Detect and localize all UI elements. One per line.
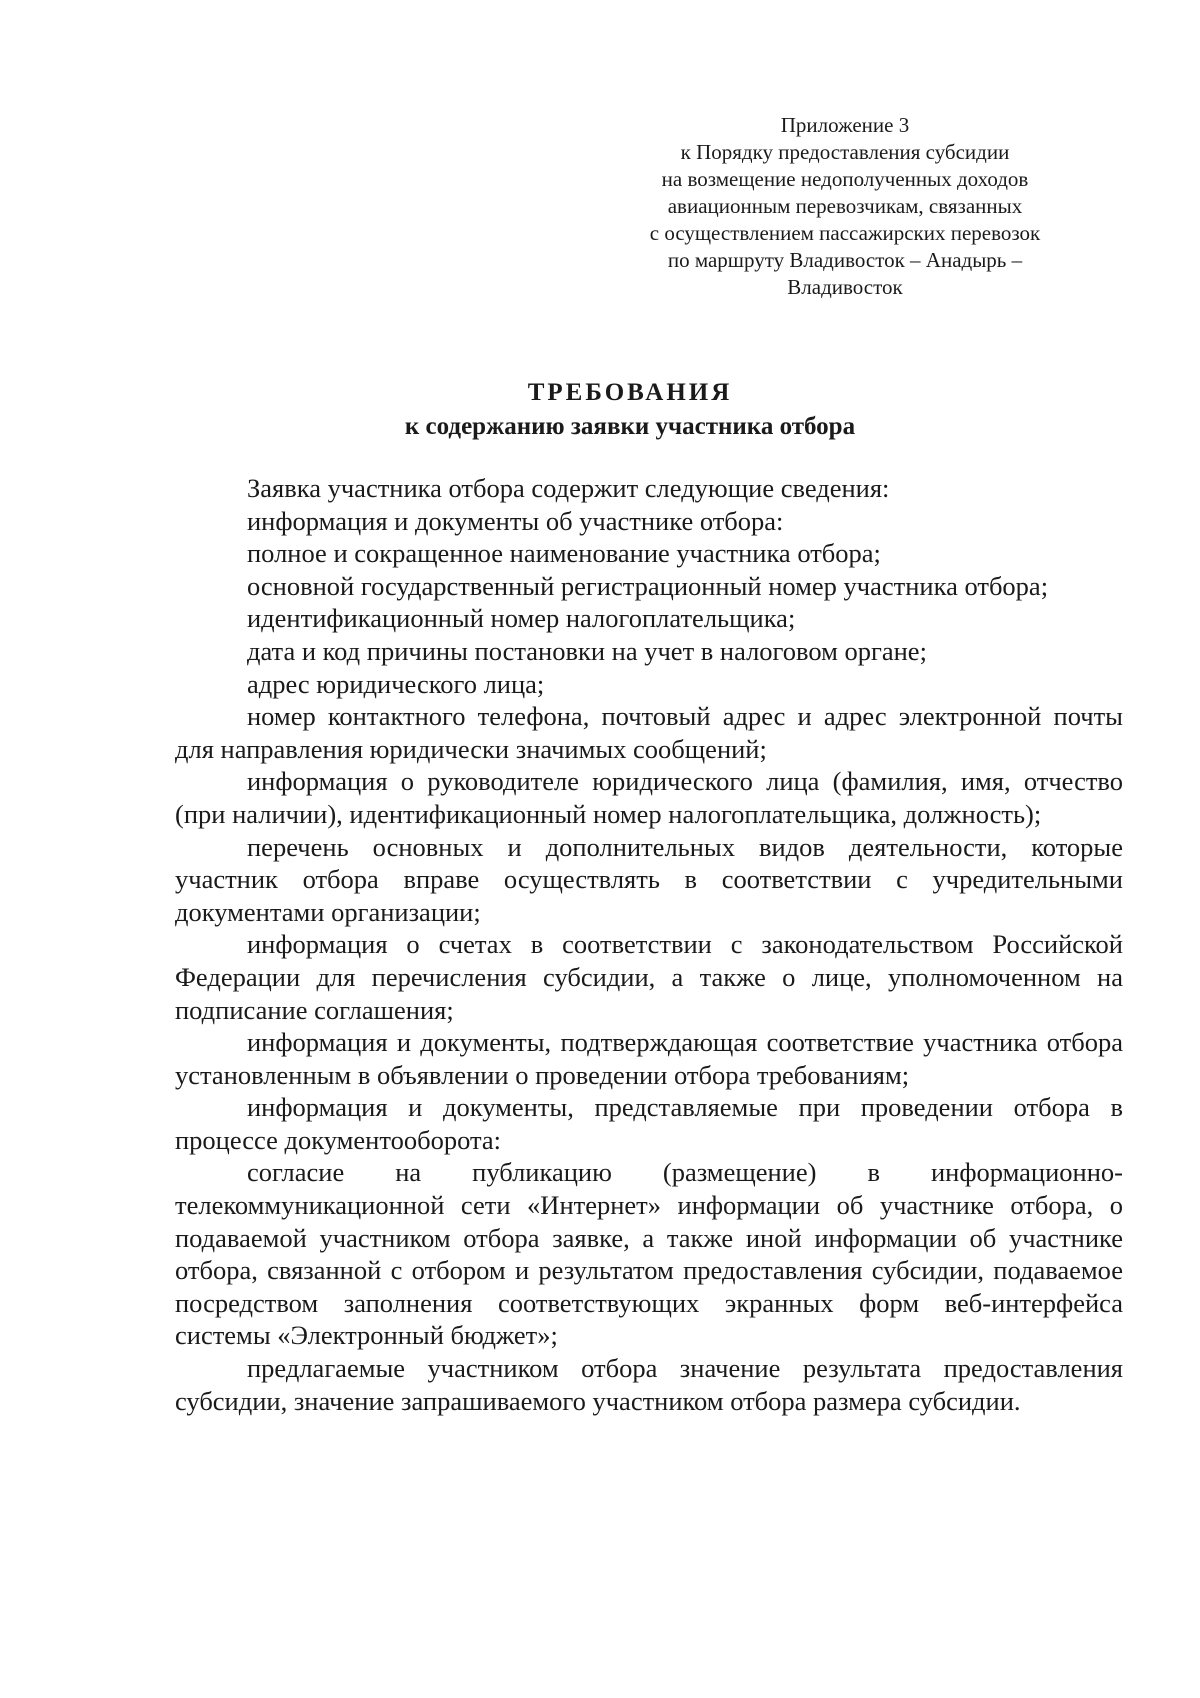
appendix-line: с осуществлением пассажирских перевозок [649, 221, 1041, 245]
paragraph: полное и сокращенное наименование участника отбора; [247, 538, 881, 569]
appendix-line: на возмещение недополученных доходов [661, 167, 1029, 191]
paragraph: информация о руководителе юридического лица (фамилия, имя, отчество (при наличии), идентификационный номер налогоплательщика, должность); [175, 766, 1123, 829]
appendix-line: Владивосток [787, 275, 903, 299]
paragraph: согласие на публикацию (размещение) в информационно-телекоммуникационной сети «Интернет» информации об участнике отбора, о подаваемой участником отбора заявке, а также иной информации об участнике отбора, связанной с отбором и результатом предоставления субсидии, подаваемое посредством заполнения соответствующих экранных форм веб-интерфейса системы «Электронный бюджет»; [175, 1157, 1123, 1351]
document-heading [0, 376, 1200, 444]
paragraph: номер контактного телефона, почтовый адрес и адрес электронной почты для направления юридически значимых сообщений; [175, 701, 1123, 764]
paragraph: информация и документы, подтверждающая соответствие участника отбора установленным в объявлении о проведении отбора требованиям; [175, 1027, 1123, 1090]
paragraph: информация и документы, представляемые при проведении отбора в процессе документооборота: [175, 1092, 1123, 1155]
paragraph: перечень основных и дополнительных видов деятельности, которые участник отбора вправе осуществлять в соответствии с учредительными документами организации; [175, 831, 1123, 927]
paragraph: информация о счетах в соответствии с законодательством Российской Федерации для перечисления субсидии, а также о лице, уполномоченном на подписание соглашения; [175, 929, 1123, 1025]
appendix-line: к Порядку предоставления субсидии [680, 140, 1010, 164]
paragraph: информация и документы об участнике отбора: [247, 505, 784, 536]
appendix-line: авиационным перевозчикам, связанных [667, 194, 1023, 218]
paragraph: предлагаемые участником отбора значение результата предоставления субсидии, значение запрашиваемого участником отбора размера субсидии. [175, 1353, 1123, 1416]
paragraph: адрес юридического лица; [247, 668, 545, 699]
paragraph: Заявка участника отбора содержит следующие сведения: [247, 473, 890, 503]
appendix-line: Приложение 3 [780, 113, 910, 137]
document-title: ТРЕБОВАНИЯ [527, 379, 733, 406]
appendix-header [620, 112, 1070, 301]
document-body [175, 472, 1123, 1417]
document-subtitle: к содержанию заявки участника отбора [404, 413, 856, 440]
appendix-line: по маршруту Владивосток – Анадырь – [667, 248, 1023, 272]
paragraph: основной государственный регистрационный номер участника отбора; [247, 570, 1049, 601]
paragraph: идентификационный номер налогоплательщика; [247, 603, 796, 634]
paragraph: дата и код причины постановки на учет в налоговом органе; [247, 635, 927, 666]
